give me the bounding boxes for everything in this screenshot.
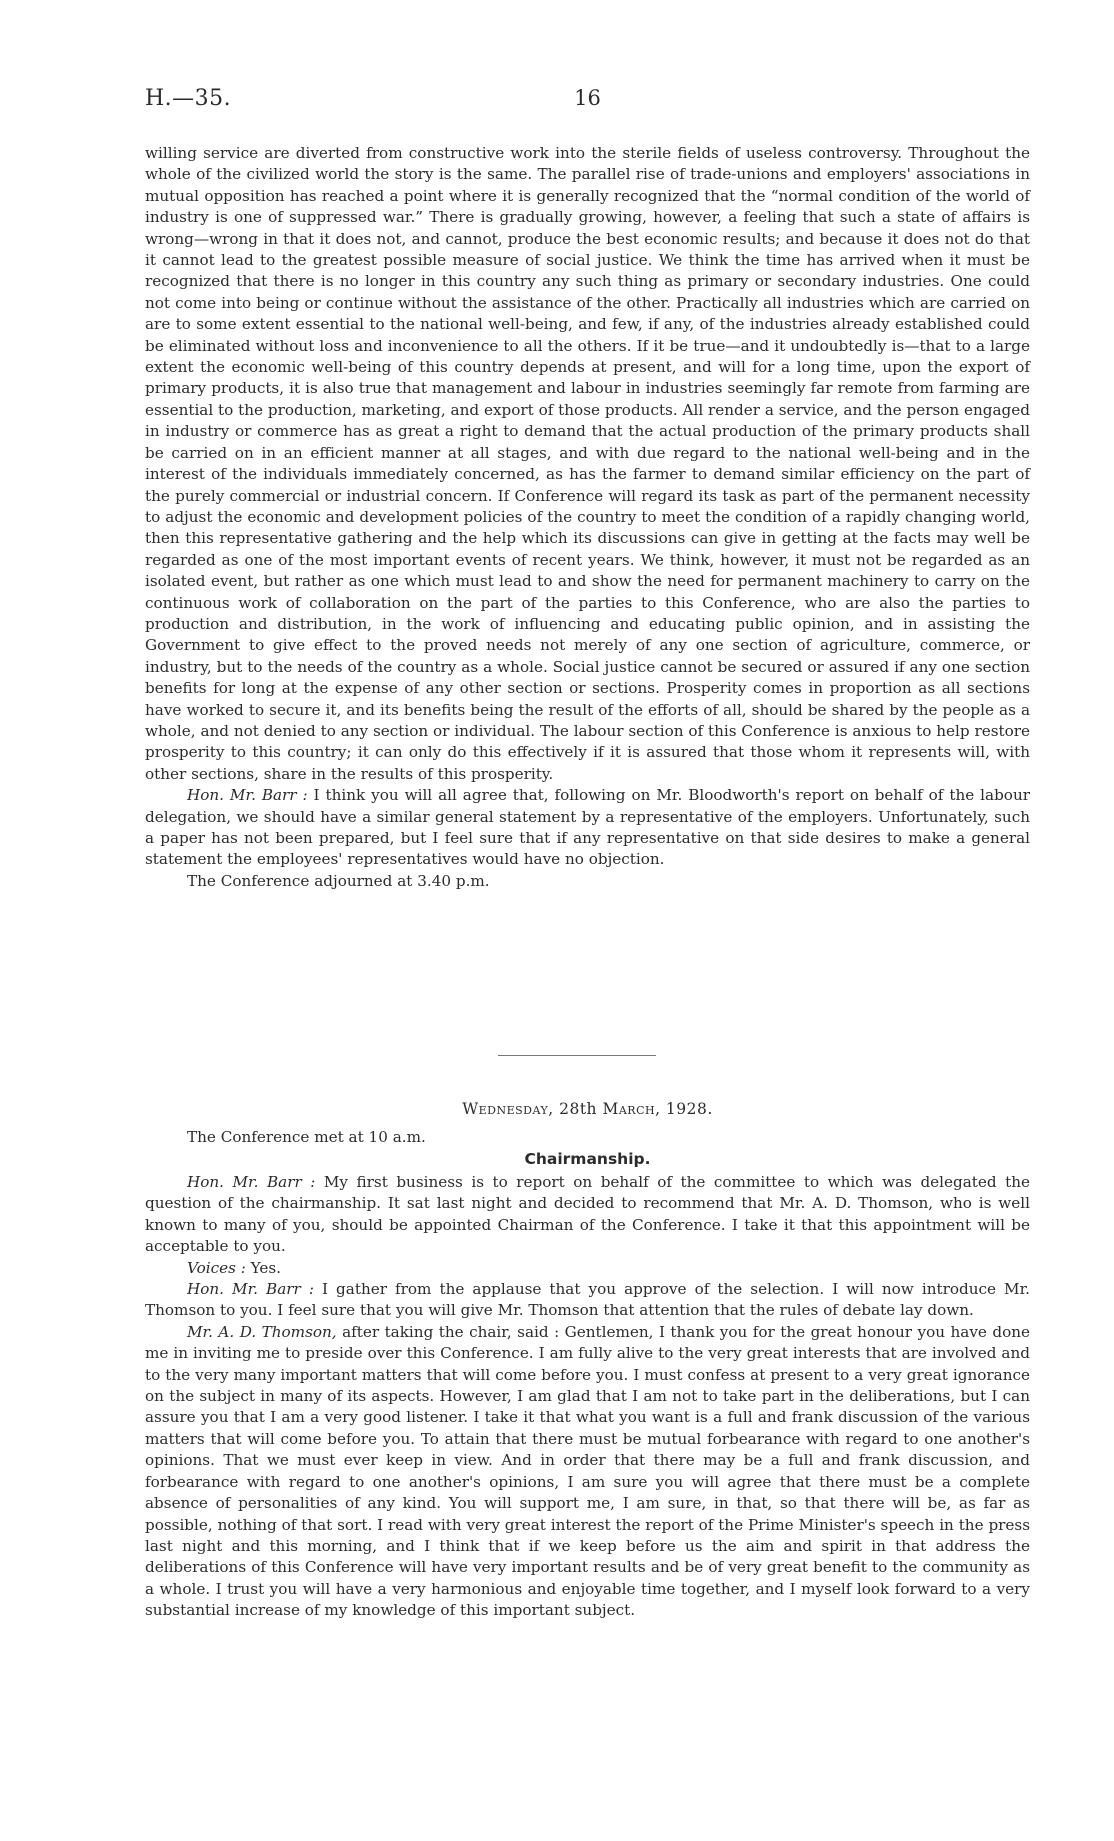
speaker-name: Hon. Mr. Barr : bbox=[187, 786, 308, 805]
barr-remark-paragraph bbox=[145, 785, 1030, 871]
date-year: , 1928. bbox=[655, 1100, 713, 1118]
speaker-name: Voices : bbox=[187, 1258, 246, 1277]
meeting-start-note: The Conference met at 10 a.m. bbox=[187, 1128, 426, 1146]
speech-text: after taking the chair, said : Gentlemen, I thank you for the great honour you have done me in inviting me to preside over this Conference. I am fully alive to the very great interests that are involved and to the very many important matters that will come before you. I must confess at present to a very great ignorance on the subject in many of its aspects. However, I am glad that I am not to take part in the deliberations, but I can assure you that I am a very good listener. I take it that what you want is a full and frank discussion of the various matters that will come before you. To attain that there must be mutual forbearance with regard to one another's opinions. That we must ever keep in view. And in order that there may be a full and frank discussion, and forbearance with regard to one another's opinions, I am sure you will agree that there must be a complete absence of personalities of any kind. You will support me, I am sure, in that, so that there will be, as far as possible, nothing of that sort. I read with very great interest the report of the Prime Minister's speech in the press last night and this morning, and I think that if we keep before us the aim and spirit in that address the deliberations of this Conference will have very important results and be of very great benefit to the community as a whole. I trust you will have a very harmonious and enjoyable time together, and I myself look forward to a very substantial increase of my knowledge of this important subject. bbox=[145, 1322, 1031, 1620]
section-divider bbox=[498, 1055, 656, 1056]
session-date bbox=[145, 1100, 1030, 1118]
section-heading: Chairmanship. bbox=[524, 1150, 651, 1168]
speaker-name: Hon. Mr. Barr : bbox=[187, 1173, 316, 1191]
date-day: , 28th bbox=[548, 1100, 603, 1118]
barr-report-paragraph bbox=[145, 1172, 1030, 1258]
page-header bbox=[145, 86, 1030, 116]
body-upper bbox=[145, 143, 1030, 892]
barr-introduction-paragraph bbox=[145, 1279, 1030, 1322]
speech-text: I think you will all agree that, following on Mr. Bloodworth's report on behalf of the labour delegation, we should have a similar general statement by a representative of the employers. Unfortunately, such a paper has not been prepared, but I feel sure that if any representative on that side desires to make a general statement the employees' representatives would have no objection. bbox=[145, 786, 1030, 869]
speech-text: My first business is to report on behalf of the committee to which was delegated the question of the chairmanship. It sat last night and decided to recommend that Mr. A. D. Thomson, who is well known to many of you, should be appointed Chairman of the Conference. I take it that this appointment will be acceptable to you. bbox=[145, 1173, 1030, 1256]
adjournment-note: The Conference adjourned at 3.40 p.m. bbox=[187, 871, 490, 890]
thomson-speech-paragraph bbox=[145, 1322, 1030, 1622]
speaker-name: Hon. Mr. Barr : bbox=[187, 1280, 314, 1299]
intro-paragraph: willing service are diverted from constructive work into the sterile fields of useless controversy. Throughout the whole of the civilized world the story is the same. The parallel rise of trade-unions and employers' associations in mutual opposition has reached a point where it is generally recognized that the “normal condition of the world of industry is one of suppressed war.” There is gradually growing, however, a feeling that such a state of affairs is wrong—wrong in that it does not, and cannot, produce the best economic results; and because it does not do that it cannot lead to the greatest possible measure of social justice. We think the time has arrived when it must be recognized that there is no longer in this country any such thing as primary or secondary industries. One could not come into being or continue without the assistance of the other. Practically all industries which are carried on are to some extent essential to the national well-being, and few, if any, of the industries already established could be eliminated without loss and inconvenience to all the others. If it be true—and it undoubtedly is—that to a large extent the economic well-being of this country depends at present, and will for a long time, upon the export of primary products, it is also true that management and labour in industries seemingly far remote from farming are essential to the production, marketing, and export of those products. All render a service, and the person engaged in industry or commerce has as great a right to demand that the actual production of the primary products shall be carried on in an efficient manner at all stages, and with due regard to the national well-being and in the interest of the individuals immediately concerned, as has the farmer to demand similar efficiency on the part of the purely commercial or industrial concern. If Conference will regard its task as part of the permanent necessity to adjust the economic and development policies of the country to meet the condition of a rapidly changing world, then this representative gathering and the help which its discussions can give in getting at the facts may well be regarded as one of the most important events of recent years. We think, however, it must not be regarded as an isolated event, but rather as one which must lead to and show the need for permanent machinery to carry on the continuous work of collaboration on the part of the parties to this Conference, who are also the parties to production and distribution, in the work of influencing and educating public opinion, and in assisting the Government to give effect to the proved needs not merely of any one section of agriculture, commerce, or industry, but to the needs of the country as a whole. Social justice cannot be secured or assured if any one section benefits for long at the expense of any other section or sections. Prosperity comes in proportion as all sections have worked to secure it, and its benefits being the result of the efforts of all, should be shared by the people as a whole, and not denied to any section or individual. The labour section of this Conference is anxious to help restore prosperity to this country; it can only do this effectively if it is assured that those whom it represents will, with other sections, share in the results of this prosperity. bbox=[145, 144, 1030, 783]
date-weekday: Wednesday bbox=[462, 1100, 549, 1118]
document-reference: H.—35. bbox=[145, 86, 232, 111]
speech-text: I gather from the applause that you approve of the selection. I will now introduce Mr. Thomson to you. I feel sure that you will give Mr. Thomson that attention that the rules of debate lay down. bbox=[145, 1280, 1030, 1320]
date-month: March bbox=[602, 1100, 656, 1118]
body-lower bbox=[145, 1172, 1030, 1622]
voices-paragraph bbox=[145, 1258, 1030, 1279]
speech-text: Yes. bbox=[245, 1258, 281, 1277]
page-number: 16 bbox=[574, 86, 601, 110]
speaker-name: Mr. A. D. Thomson, bbox=[187, 1322, 337, 1341]
